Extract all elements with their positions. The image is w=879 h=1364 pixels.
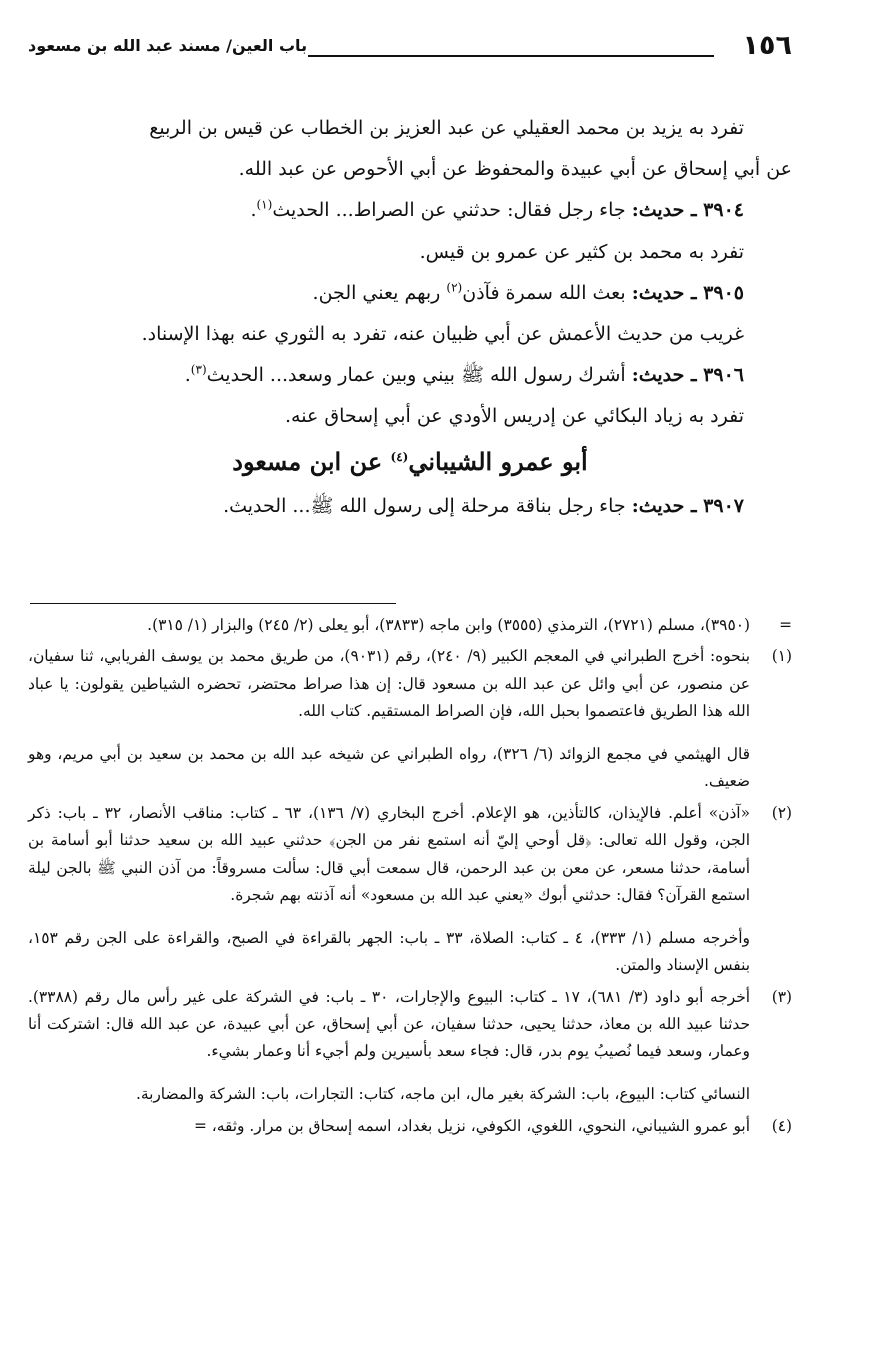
hadith-number: ٣٩٠٤ ـ حديث: bbox=[631, 199, 744, 222]
hadith-entry-3904 bbox=[28, 190, 792, 231]
footnote-separator bbox=[30, 603, 396, 604]
page-number: ١٥٦ bbox=[742, 30, 792, 61]
footnote-text: (٣٩٥٠)، مسلم (٢٧٢١)، الترمذي (٣٥٥٥) وابن ماجه (٣٨٣٣)، أبو يعلى (٢/ ٢٤٥) والبزار (١/ ٣١٥). bbox=[147, 616, 750, 634]
hadith-number: ٣٩٠٥ ـ حديث: bbox=[631, 281, 744, 304]
section-title-text: أبو عمرو الشيباني bbox=[408, 446, 588, 476]
footnote-mark: (٤) bbox=[771, 1116, 792, 1135]
paragraph bbox=[28, 108, 792, 149]
footnote-ref[interactable]: (٢) bbox=[446, 280, 463, 295]
note-text: تفرد به زياد البكائي عن إدريس الأودي عن أبي إسحاق عنه. bbox=[285, 405, 744, 428]
paragraph-text: عن أبي إسحاق عن أبي عبيدة والمحفوظ عن أبي الأحوص عن عبد الله. bbox=[238, 158, 792, 181]
hadith-note bbox=[28, 314, 792, 355]
footnote-ref[interactable]: (١) bbox=[256, 198, 273, 213]
hadith-text: جاء رجل بناقة مرحلة إلى رسول الله ﷺ... الحديث. bbox=[223, 494, 632, 517]
paragraph bbox=[28, 149, 792, 190]
footnote-mark: (١) bbox=[771, 647, 792, 666]
footnotes bbox=[28, 612, 792, 1144]
hadith-number: ٣٩٠٧ ـ حديث: bbox=[631, 494, 744, 517]
footnote-mark: (٣) bbox=[771, 987, 792, 1006]
footnote-text: وأخرجه مسلم (١/ ٣٣٣)، ٤ ـ كتاب: الصلاة، ٣٣ ـ باب: الجهر بالقراءة في الصبح، والقراءة على الجن رقم ١٥٣، بنفس الإسناد والمتن. bbox=[28, 928, 750, 975]
footnote-text: النسائي كتاب: البيوع، باب: الشركة بغير مال، ابن ماجه، كتاب: التجارات، باب: الشركة والمضاربة. bbox=[135, 1085, 750, 1104]
hadith-text: أشرك رسول الله ﷺ بيني وبين عمار وسعد... الحديث bbox=[206, 364, 632, 387]
hadith-number: ٣٩٠٦ ـ حديث: bbox=[631, 364, 744, 387]
punctuation: . bbox=[250, 199, 257, 222]
footnote-text: «آذن» أعلم. فالإيذان، كالتأذين، هو الإعلام. أخرج البخاري (٧/ ١٣٦)، ٦٣ ـ كتاب: مناقب الأنصار، ٣٢ ـ باب: ذكر الجن، وقول الله تعالى: ﴿قل أوحي إليّ أنه استمع نفر من الجن﴾ حدثني عبيد الله بن سعيد حدثنا أبو أسامة بن أسامة، حدثنا مسعر، عن معن بن عبد الرحمن، قال سمعت أبي قال: سألت مسروقاً: من آذن النبي ﷺ بالجن ليلة استمع القرآن؟ فقال: حدثني أبوك «يعني عبد الله بن مسعود» أنه آذنته بهم شجرة. bbox=[28, 803, 751, 905]
footnote-mark: = bbox=[779, 616, 792, 634]
hadith-text: بعث الله سمرة فآذن bbox=[462, 281, 632, 304]
footnote-text: بنحوه: أخرج الطبراني في المعجم الكبير (٩/ ٢٤٠)، رقم (٩٠٣١)، من طريق محمد بن يوسف الفريابي، ثنا سفيان، عن منصور، عن أبي وائل عن عبد الله بن مسعود قال: إن هذا صراط محتضر، تحضره الشياطين يقولون: يا عباد الله هذا الطريق فاعتصموا بحبل الله، فإن الصراط المستقيم. كتاب الله. bbox=[28, 647, 751, 721]
punctuation: . bbox=[184, 364, 191, 387]
main-text bbox=[28, 108, 792, 527]
footnote-text: أبو عمرو الشيباني، النحوي، اللغوي، الكوفي، نزيل بغداد، اسمه إسحاق بن مرار. وثقه، = bbox=[193, 1116, 750, 1135]
section-title-text: عن ابن مسعود bbox=[232, 446, 391, 476]
hadith-entry-3907 bbox=[28, 486, 792, 527]
running-title: باب العين/ مسند عبد الله بن مسعود bbox=[28, 36, 308, 55]
footnote-1 bbox=[28, 643, 792, 725]
footnote-text: أخرجه أبو داود (٣/ ٦٨١)، ١٧ ـ كتاب: البيوع والإجارات، ٣٠ ـ باب: في الشركة على غير رأس مال رقم (٣٣٨٨). حدثنا عبيد الله بن معاذ، حدثنا يحيى، حدثنا سفيان، عن أبي إسحاق، عن أبي عبيدة، عن عبد الله قال: اشتركت أنا وعمار، وسعد فيما نُصيبُ يوم بدر، قال: فجاء سعد بأسيرين ولم أجيء أنا وعمار بشيء. bbox=[28, 987, 751, 1061]
footnote-text: قال الهيثمي في مجمع الزوائد (٦/ ٣٢٦)، رواه الطبراني عن شيخه عبد الله بن محمد بن سعيد بن أبي مريم، وهو ضعيف. bbox=[28, 745, 751, 791]
hadith-text: ربهم يعني الجن. bbox=[312, 281, 447, 304]
page-header bbox=[28, 28, 792, 72]
footnote-continuation bbox=[28, 612, 792, 639]
section-title bbox=[28, 438, 792, 486]
footnote-4 bbox=[28, 1113, 792, 1140]
paragraph-text: تفرد به يزيد بن محمد العقيلي عن عبد العزيز بن الخطاب عن قيس بن الربيع bbox=[149, 117, 744, 139]
footnote-ref[interactable]: (٣) bbox=[190, 362, 207, 377]
note-text: غريب من حديث الأعمش عن أبي ظبيان عنه، تفرد به الثوري عنه بهذا الإسناد. bbox=[141, 323, 744, 346]
hadith-note bbox=[28, 396, 792, 437]
hadith-note bbox=[28, 232, 792, 273]
hadith-text: جاء رجل فقال: حدثني عن الصراط... الحديث bbox=[272, 199, 632, 222]
footnote-mark: (٢) bbox=[771, 803, 792, 822]
hadith-entry-3906 bbox=[28, 355, 792, 396]
footnote-3 bbox=[28, 984, 792, 1066]
hadith-entry-3905 bbox=[28, 273, 792, 314]
note-text: تفرد به محمد بن كثير عن عمرو بن قيس. bbox=[419, 240, 744, 263]
header-rule bbox=[308, 55, 714, 57]
footnote-2 bbox=[28, 800, 792, 910]
footnote-ref[interactable]: (٤) bbox=[390, 449, 409, 464]
